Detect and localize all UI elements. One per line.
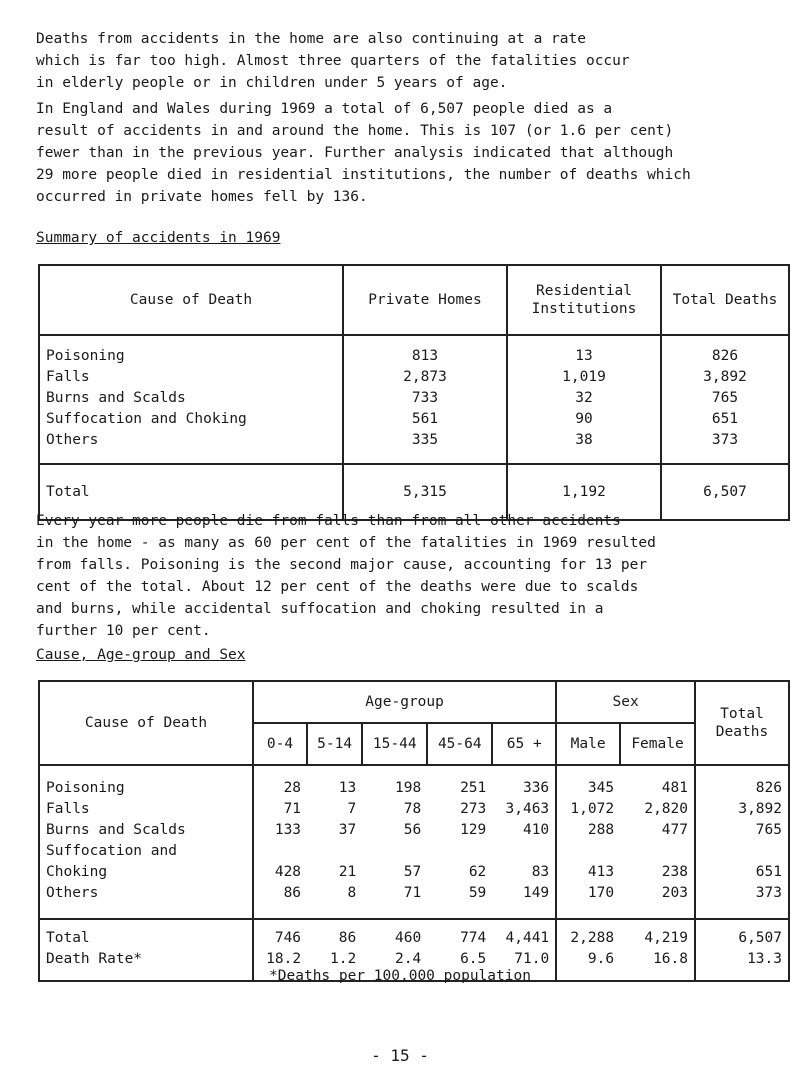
rate-label: Death Rate*	[39, 949, 253, 981]
cell-value: 78	[403, 801, 422, 817]
cell-value: 21	[338, 864, 357, 880]
table-row	[39, 367, 789, 388]
middle-paragraph: Every year more people die from falls than from all other accidents in the home - as many as 60 per cent of the fatalities in 1969 resulted from falls. Poisoning is the second major cause, accounting for 13 per cent of the total. About 12 per cent of the deaths were due to scalds and burns, while accidental suffocation and choking resulted in a further 10 per cent.	[36, 513, 656, 639]
table-row	[39, 799, 789, 820]
row-label: Burns and Scalds	[39, 388, 343, 409]
table-row	[39, 409, 789, 430]
cell-value: 2,873	[343, 367, 507, 388]
cell-value: 3,463	[492, 799, 556, 820]
cell-value: 733	[343, 388, 507, 409]
cell-value: 71	[403, 885, 422, 901]
breakdown-table	[38, 680, 790, 982]
total-value: 746	[253, 919, 307, 949]
rate-value: 16.8	[620, 949, 695, 981]
row-label: Choking	[39, 862, 253, 883]
total-label: Total	[39, 919, 253, 949]
cell-value: 38	[507, 430, 661, 464]
cell-value: 90	[507, 409, 661, 430]
cell-value: 826	[755, 780, 782, 796]
total-value: 460	[362, 919, 427, 949]
table-row	[39, 820, 789, 841]
table-row	[39, 765, 789, 799]
table-row	[39, 388, 789, 409]
row-label: Others	[39, 430, 343, 464]
col-header-age: 65 +	[492, 723, 556, 765]
cell-value: 251	[460, 780, 487, 796]
table-row	[39, 430, 789, 464]
cell-value: 1,072	[570, 801, 615, 817]
cell-value: 238	[620, 862, 695, 883]
cell-value: 273	[460, 801, 487, 817]
cell-value: 32	[507, 388, 661, 409]
cell-value: 203	[620, 883, 695, 919]
col-header-age: 45-64	[427, 723, 492, 765]
cell-value: 826	[661, 335, 789, 367]
cell-value: 149	[492, 883, 556, 919]
cell-value: 170	[587, 885, 615, 901]
cell-value: 198	[395, 780, 422, 796]
total-value: 774	[427, 919, 492, 949]
col-header-total-deaths: Total Deaths	[661, 265, 789, 335]
row-label: Falls	[39, 367, 343, 388]
total-value: 6,507	[661, 464, 789, 520]
row-label: Suffocation and Choking	[39, 409, 343, 430]
col-header-cause: Cause of Death	[39, 265, 343, 335]
col-header-cause: Cause of Death	[39, 681, 253, 765]
cell-value: 28	[283, 780, 302, 796]
rate-value: 9.6	[587, 951, 615, 967]
row-label: Others	[39, 883, 253, 919]
rate-value: 2.4	[395, 951, 422, 967]
row-label: Poisoning	[39, 765, 253, 799]
intro-paragraph-1: Deaths from accidents in the home are also continuing at a rate which is far too high. Almost three quarters of the fatalities occur in elderly people or in children under 5 years of age.	[36, 31, 630, 91]
col-header-age: 0-4	[253, 723, 307, 765]
col-header-residential: Residential Institutions	[507, 265, 661, 335]
row-label: Poisoning	[39, 335, 343, 367]
cell-value: 59	[468, 885, 487, 901]
cell-value: 481	[620, 765, 695, 799]
col-header-male: Male	[556, 723, 620, 765]
col-header-age: 15-44	[362, 723, 427, 765]
cell-value: 7	[347, 801, 357, 817]
page-number: - 15 -	[371, 1046, 429, 1065]
cell-value: 428	[274, 864, 302, 880]
cell-value: 62	[468, 864, 487, 880]
cell-value: 373	[661, 430, 789, 464]
cell-value: 2,820	[620, 799, 695, 820]
cell-value: 477	[620, 820, 695, 841]
cell-value: 129	[460, 822, 487, 838]
row-label: Falls	[39, 799, 253, 820]
cell-value: 561	[343, 409, 507, 430]
cell-value: 335	[343, 430, 507, 464]
cell-value: 3,892	[738, 801, 782, 817]
cell-value: 345	[587, 780, 615, 796]
cell-value: 373	[755, 885, 782, 901]
col-header-private-homes: Private Homes	[343, 265, 507, 335]
cell-value: 86	[283, 885, 302, 901]
summary-header-row	[39, 265, 789, 335]
table-row	[39, 883, 789, 919]
cell-value: 133	[274, 822, 302, 838]
intro-paragraph-2: In England and Wales during 1969 a total of 6,507 people died as a result of accidents in and around the home. This is 107 (or 1.6 per cent) fewer than in the previous year. Further analysis indicated that although 29 more people died in residential institutions, the number of deaths which occurred in private homes fell by 136.	[36, 101, 691, 205]
rate-value: 1.2	[330, 951, 357, 967]
summary-table	[38, 264, 790, 521]
total-value: 4,441	[492, 919, 556, 949]
cell-value: 813	[343, 335, 507, 367]
table-row	[39, 862, 789, 883]
rate-value: 6.5	[460, 951, 487, 967]
total-value: 1,192	[507, 464, 661, 520]
col-header-total-deaths: Total Deaths	[695, 681, 789, 765]
col-header-age-group: Age-group	[253, 681, 556, 723]
rate-value: 18.2	[266, 951, 302, 967]
col-header-age: 5-14	[307, 723, 362, 765]
cell-value: 413	[587, 864, 615, 880]
cell-value: 71	[283, 801, 302, 817]
col-header-female: Female	[620, 723, 695, 765]
total-value: 2,288	[556, 919, 620, 949]
breakdown-heading: Cause, Age-group and Sex	[36, 647, 246, 663]
cell-value: 8	[347, 885, 357, 901]
cell-value: 1,019	[507, 367, 661, 388]
total-value: 86	[307, 919, 362, 949]
cell-value: 765	[661, 388, 789, 409]
total-label: Total	[39, 464, 343, 520]
rate-value: 13.3	[747, 951, 782, 967]
rate-value: 71.0	[492, 949, 556, 981]
col-header-sex: Sex	[556, 681, 695, 723]
row-label: Suffocation and	[39, 841, 253, 862]
cell-value: 651	[755, 864, 782, 880]
summary-heading: Summary of accidents in 1969	[36, 230, 281, 246]
cell-value: 13	[338, 780, 357, 796]
group-header-row	[39, 681, 789, 723]
row-label: Burns and Scalds	[39, 820, 253, 841]
total-row	[39, 919, 789, 949]
total-value: 4,219	[620, 919, 695, 949]
cell-value: 57	[403, 864, 422, 880]
cell-value: 410	[492, 820, 556, 841]
table-row	[39, 335, 789, 367]
cell-value: 56	[403, 822, 422, 838]
cell-value: 83	[492, 862, 556, 883]
cell-value: 336	[492, 765, 556, 799]
cell-value: 13	[507, 335, 661, 367]
cell-value: 3,892	[661, 367, 789, 388]
total-value: 6,507	[695, 919, 789, 949]
total-value: 5,315	[343, 464, 507, 520]
cell-value: 37	[338, 822, 357, 838]
cell-value: 288	[587, 822, 615, 838]
cell-value: 651	[661, 409, 789, 430]
footnote: *Deaths per 100,000 population	[269, 968, 531, 984]
cell-value: 765	[755, 822, 782, 838]
table-row	[39, 841, 789, 862]
